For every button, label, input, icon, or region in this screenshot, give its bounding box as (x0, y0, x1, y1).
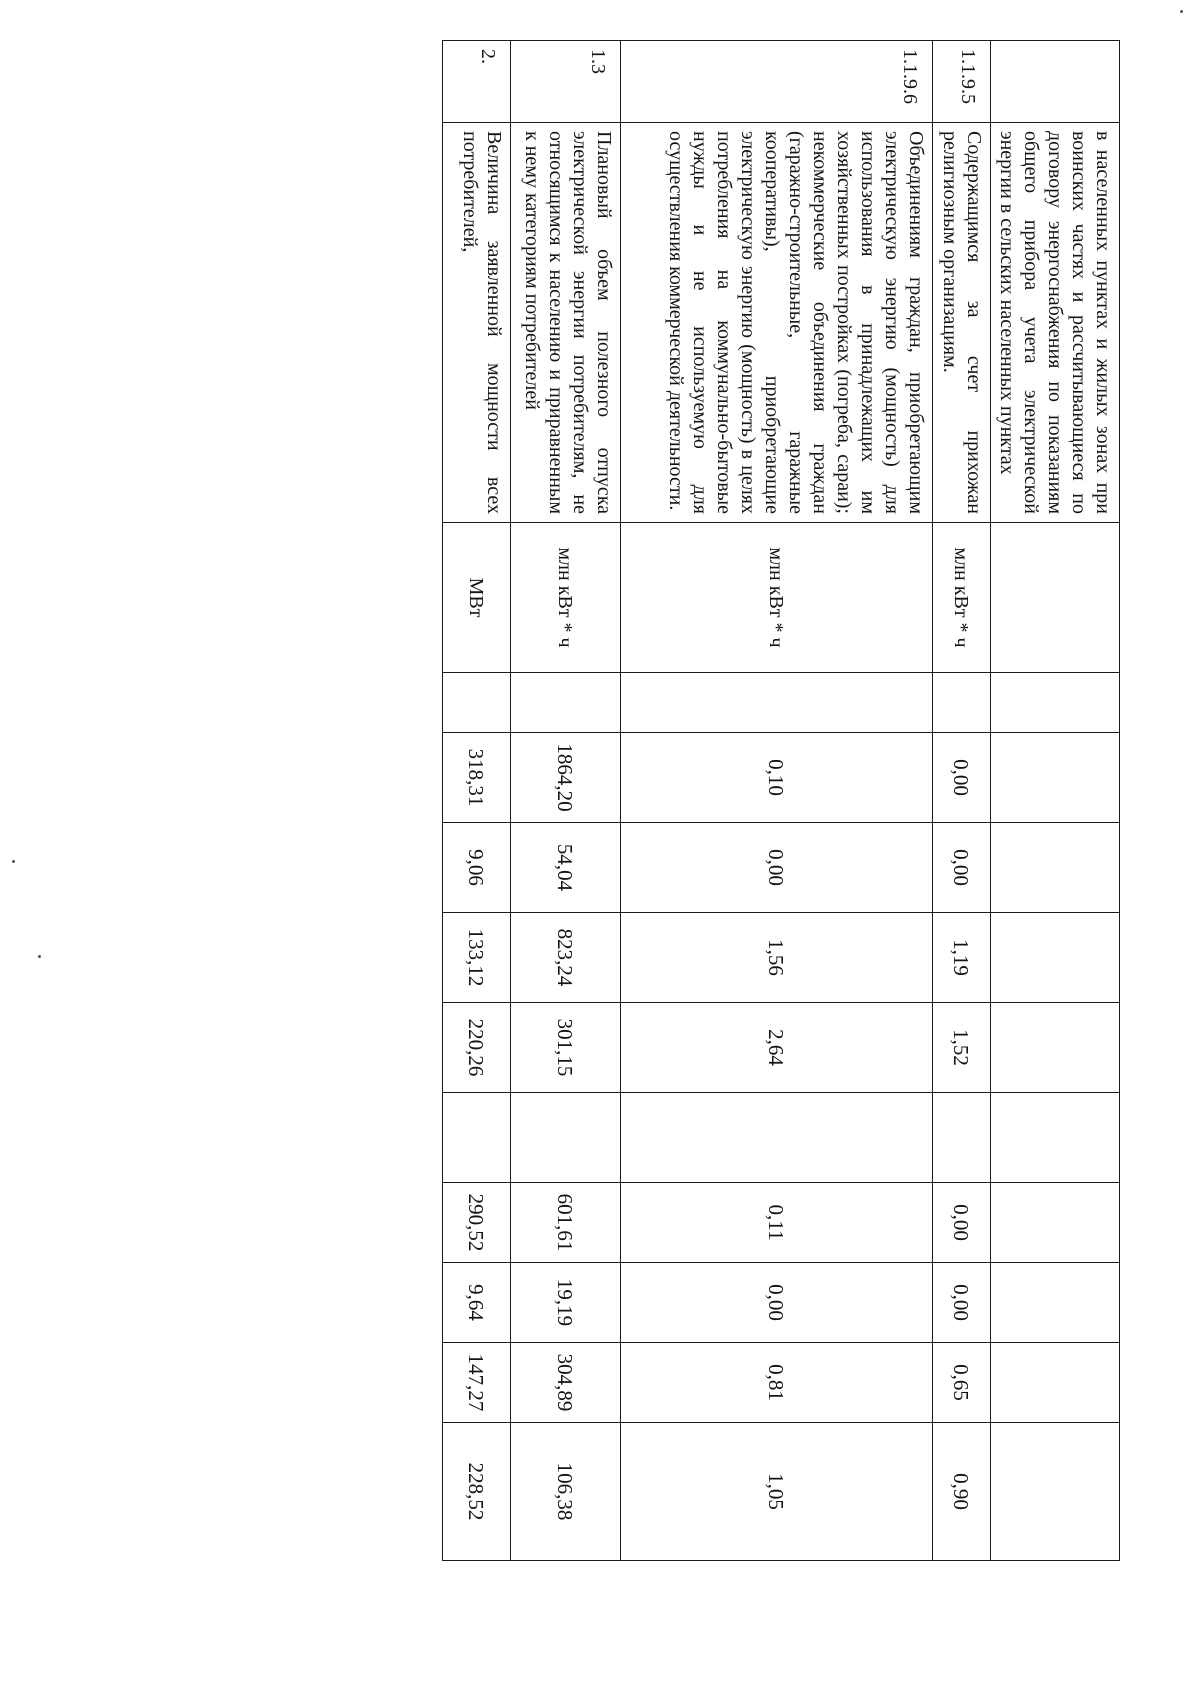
value-cell: 1,05 (621, 1423, 933, 1561)
row-code-cell (991, 41, 1120, 123)
value-cell: 0,81 (621, 1343, 933, 1423)
value-cell (991, 733, 1120, 823)
value-cell (991, 1343, 1120, 1423)
tariff-table (442, 40, 1120, 1561)
scan-speck (38, 955, 41, 958)
table-row (511, 41, 621, 1561)
value-cell: 1,52 (933, 1003, 991, 1093)
value-cell: 823,24 (511, 913, 621, 1003)
value-cell: 1,19 (933, 913, 991, 1003)
value-cell: 304,89 (511, 1343, 621, 1423)
row-description-cell: Плановый объем полезного отпуска электрической энергии потребителям, не относящимся к населению и приравненным к нему категориям потребителей (511, 123, 621, 523)
value-cell: 290,52 (443, 1183, 511, 1263)
value-cell (991, 913, 1120, 1003)
row-unit-cell (991, 523, 1120, 673)
value-cell (621, 1093, 933, 1183)
table-row (933, 41, 991, 1561)
table-row (621, 41, 933, 1561)
value-cell (991, 1093, 1120, 1183)
value-cell: 1864,20 (511, 733, 621, 823)
row-description-cell: в населенных пунктах и жилых зонах при воинских частях и рассчитывающиеся по договору энергоснабжения по показаниям общего прибора учета электрической энергии в сельских населенных пунктах (991, 123, 1120, 523)
table-row (991, 41, 1120, 1561)
value-cell (511, 673, 621, 733)
value-cell: 0,90 (933, 1423, 991, 1561)
row-unit-cell: млн кВт * ч (511, 523, 621, 673)
rotated-table-sheet (100, 40, 1120, 1560)
scan-speck (12, 860, 15, 863)
value-cell: 0,00 (621, 823, 933, 913)
value-cell: 0,11 (621, 1183, 933, 1263)
value-cell: 318,31 (443, 733, 511, 823)
value-cell (991, 1263, 1120, 1343)
value-cell: 133,12 (443, 913, 511, 1003)
value-cell: 9,06 (443, 823, 511, 913)
value-cell: 54,04 (511, 823, 621, 913)
row-code-cell: 1.1.9.5 (933, 41, 991, 123)
value-cell (621, 673, 933, 733)
value-cell: 0,00 (933, 1263, 991, 1343)
row-unit-cell: МВт (443, 523, 511, 673)
row-description-cell: Объединениям граждан, приобретающим электрическую энергию (мощность) для использования в принадлежащих им хозяйственных постройках (погреба, сараи); некоммерческие объединения граждан (гаражно-строительные, гаражные кооперативы), приобретающие электрическую энергию (мощность) в целях потребления на коммунально-бытовые нужды и не используемую для осуществления коммерческой деятельности. (621, 123, 933, 523)
row-code-cell: 1.3 (511, 41, 621, 123)
value-cell (933, 1093, 991, 1183)
value-cell: 220,26 (443, 1003, 511, 1093)
value-cell (991, 823, 1120, 913)
row-code-cell: 1.1.9.6 (621, 41, 933, 123)
value-cell: 0,65 (933, 1343, 991, 1423)
table-body (443, 41, 1120, 1561)
value-cell: 2,64 (621, 1003, 933, 1093)
value-cell: 228,52 (443, 1423, 511, 1561)
value-cell: 0,10 (621, 733, 933, 823)
table-row (443, 41, 511, 1561)
scan-speck (1180, 10, 1183, 13)
value-cell (991, 1183, 1120, 1263)
value-cell (443, 1093, 511, 1183)
value-cell: 106,38 (511, 1423, 621, 1561)
value-cell (991, 673, 1120, 733)
value-cell: 601,61 (511, 1183, 621, 1263)
value-cell: 0,00 (933, 1183, 991, 1263)
value-cell: 147,27 (443, 1343, 511, 1423)
value-cell: 0,00 (933, 823, 991, 913)
value-cell (991, 1423, 1120, 1561)
value-cell (991, 1003, 1120, 1093)
value-cell (443, 673, 511, 733)
value-cell: 0,00 (933, 733, 991, 823)
value-cell (511, 1093, 621, 1183)
row-description-cell: Величина заявленной мощности всех потребителей, (443, 123, 511, 523)
row-unit-cell: млн кВт * ч (933, 523, 991, 673)
value-cell: 301,15 (511, 1003, 621, 1093)
row-code-cell: 2. (443, 41, 511, 123)
row-description-cell: Содержащимся за счет прихожан религиозным организациям. (933, 123, 991, 523)
value-cell: 0,00 (621, 1263, 933, 1343)
value-cell: 1,56 (621, 913, 933, 1003)
value-cell: 9,64 (443, 1263, 511, 1343)
row-unit-cell: млн кВт * ч (621, 523, 933, 673)
value-cell: 19,19 (511, 1263, 621, 1343)
value-cell (933, 673, 991, 733)
